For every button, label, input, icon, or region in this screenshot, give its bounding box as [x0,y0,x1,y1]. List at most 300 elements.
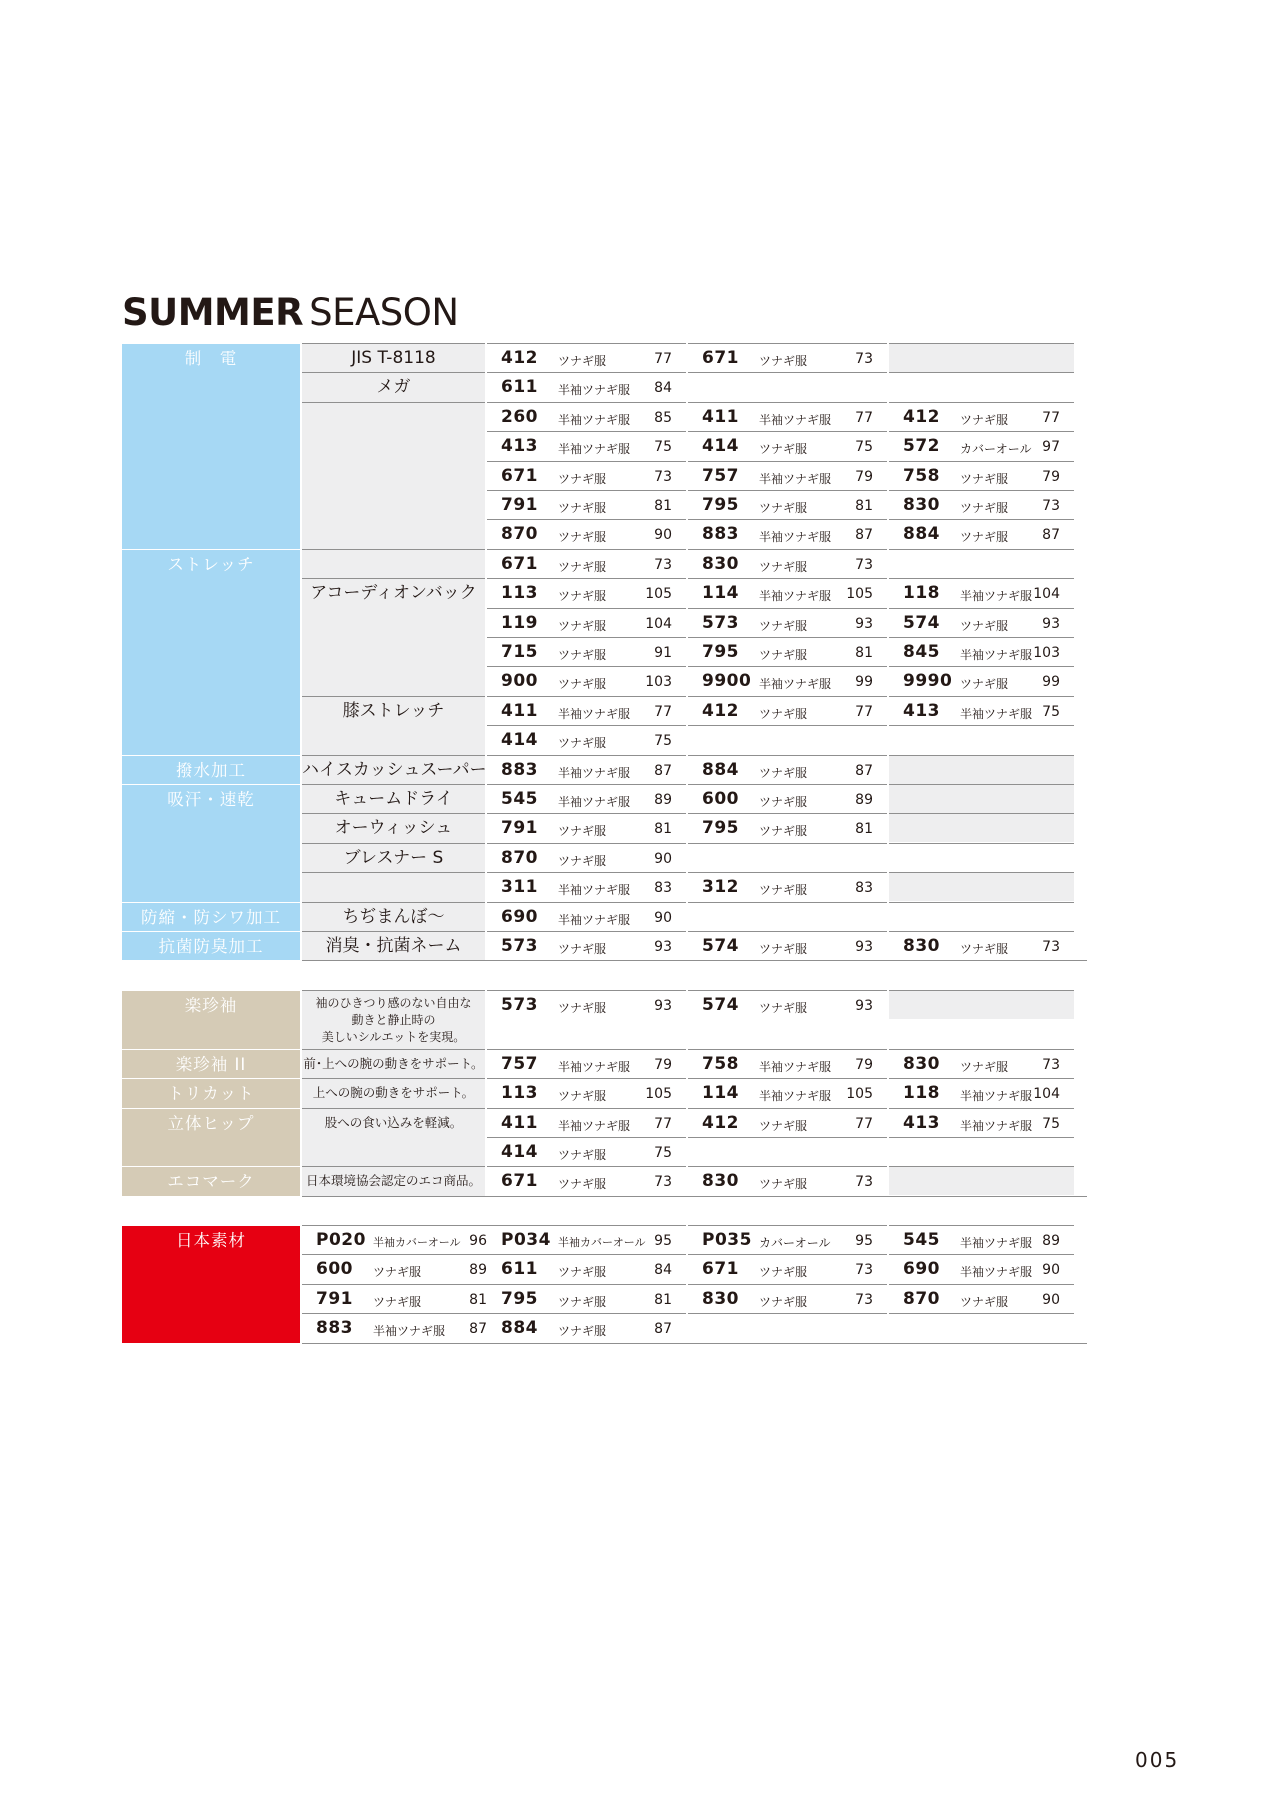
catalog-page: 95 [855,1233,873,1249]
product-number: P035 [702,1230,752,1250]
product-type: ツナギ服 [960,677,1009,692]
product-number: 611 [501,377,538,398]
catalog-page: 85 [654,409,672,426]
product-cell [889,608,1074,637]
product-type: ツナギ服 [759,501,808,515]
product-number: 573 [501,995,538,1015]
product-type: ツナギ服 [373,1294,422,1309]
product-type: 半袖ツナギ服 [373,1324,446,1339]
catalog-page: 81 [469,1291,487,1308]
catalog-page: 75 [654,439,672,456]
catalog-page: 93 [855,998,873,1014]
product-number: 413 [903,1112,940,1133]
product-number: 600 [702,789,739,809]
product-cell [487,813,686,842]
product-cell [688,490,887,519]
catalog-page: 73 [855,556,873,573]
catalog-page: 93 [1042,615,1060,632]
category-label: 日本素材 [122,1225,300,1343]
product-cell [889,696,1074,725]
catalog-page: 77 [654,1115,672,1132]
product-type: 半袖ツナギ服 [759,1059,832,1074]
product-number: 9900 [702,671,752,692]
product-type: ツナギ服 [558,1294,607,1309]
product-type: ツナギ服 [558,648,607,662]
catalog-page: 105 [645,1086,672,1103]
product-type: ツナギ服 [759,765,808,780]
product-cell [889,931,1074,960]
product-cell [487,1137,686,1166]
product-cell [487,872,686,901]
product-number: 413 [903,700,940,721]
product-cell [487,372,686,401]
product-number: 795 [501,1288,538,1309]
empty-cell [889,725,1074,754]
product-cell [487,1078,686,1107]
catalog-page: 81 [654,1291,672,1308]
catalog-page: 90 [654,850,672,867]
product-type: ツナギ服 [759,883,808,898]
product-number: 412 [702,1112,739,1133]
product-type: 半袖ツナギ服 [558,412,631,427]
product-type: 半袖ツナギ服 [759,589,832,604]
product-type: 半袖ツナギ服 [759,530,832,545]
page-number: 005 [1135,1748,1180,1772]
catalog-page: 81 [654,821,672,838]
catalog-page: 75 [855,439,873,456]
product-number: 757 [702,465,739,486]
catalog-page: 104 [1033,586,1060,603]
product-number: 671 [501,465,538,486]
product-type: ツナギ服 [759,1177,808,1192]
catalog-page: 93 [654,998,672,1014]
catalog-page: 87 [855,527,873,544]
product-cell [487,666,686,695]
product-type: 半袖ツナギ服 [960,1236,1033,1250]
product-type: 半袖ツナギ服 [558,1118,631,1133]
product-cell [487,1049,686,1078]
product-cell [688,784,887,813]
product-cell [688,402,887,431]
page-title [122,292,459,334]
product-number: 119 [501,612,538,633]
product-type: ツナギ服 [960,618,1009,633]
empty-cell [889,813,1074,842]
product-number: 118 [903,1083,940,1104]
product-type: ツナギ服 [558,530,607,545]
catalog-page: 89 [469,1262,487,1279]
category-label: エコマーク [122,1166,300,1195]
product-number: 545 [903,1230,940,1250]
catalog-page: 73 [855,1174,873,1191]
feature-label: 日本環境協会認定のエコ商品。 [302,1166,485,1195]
empty-cell [889,549,1074,578]
product-number: 870 [501,524,538,545]
product-type: 半袖カバーオール [373,1236,461,1249]
product-type: 半袖ツナギ服 [558,383,631,398]
empty-cell [889,872,1074,901]
product-number: 791 [501,495,538,515]
product-number: 715 [501,642,538,662]
product-cell [688,872,887,901]
product-type: 半袖ツナギ服 [558,795,631,809]
empty-cell [688,843,887,872]
product-type: ツナギ服 [960,530,1009,545]
category-label: 撥水加工 [122,755,300,784]
catalog-page: 77 [654,703,672,720]
product-number: 671 [702,348,739,368]
product-number: 900 [501,671,538,692]
product-type: 半袖ツナギ服 [960,1118,1033,1133]
product-cell [487,990,686,1019]
catalog-page: 87 [1042,527,1060,544]
product-type: 半袖ツナギ服 [759,412,832,427]
product-number: 113 [501,1083,538,1104]
category-label: 吸汗・速乾 [122,784,300,902]
product-cell [487,1313,686,1342]
catalog-page: 90 [1042,1262,1060,1279]
product-type: ツナギ服 [558,471,607,486]
catalog-page: 73 [855,1262,873,1279]
product-cell [688,549,887,578]
product-type: ツナギ服 [759,1001,808,1015]
section-bottom-rule [302,1343,1087,1344]
product-type: ツナギ服 [558,853,607,868]
section-s3 [122,1225,1102,1345]
product-cell [889,1078,1074,1107]
product-type: 半袖ツナギ服 [558,442,631,457]
product-number: 413 [501,436,538,457]
product-number: 600 [316,1259,353,1280]
catalog-page: 87 [654,762,672,779]
product-cell [487,490,686,519]
product-number: 312 [702,877,739,898]
product-cell [688,461,887,490]
product-type: 半袖ツナギ服 [558,912,631,927]
product-cell [487,784,686,813]
product-cell [487,1166,686,1195]
category-label: 制 電 [122,343,300,549]
product-cell [302,1284,501,1313]
catalog-page: 90 [654,909,672,926]
product-cell [688,608,887,637]
catalog-page: 73 [855,351,873,367]
product-type: 半袖ツナギ服 [558,1059,631,1074]
product-type: ツナギ服 [558,824,607,839]
product-cell [487,902,686,931]
product-cell [688,578,887,607]
product-number: 758 [903,465,940,486]
product-number: 830 [702,553,739,574]
product-type: ツナギ服 [558,618,607,633]
product-number: 311 [501,877,538,898]
catalog-page: 73 [1042,939,1060,955]
product-type: ツナギ服 [759,618,808,633]
product-number: 884 [702,759,739,780]
product-cell [487,931,686,960]
product-cell [889,519,1074,548]
empty-cell [889,755,1074,784]
product-type: ツナギ服 [558,1148,607,1162]
product-number: 573 [702,612,739,633]
product-cell [688,1254,887,1283]
product-number: 611 [501,1259,538,1280]
product-number: 118 [903,583,940,604]
product-type: ツナギ服 [558,942,607,956]
title-bold: SUMMER [122,291,304,334]
product-cell [889,1254,1074,1283]
product-type: ツナギ服 [558,1324,607,1339]
product-number: 884 [501,1318,538,1339]
product-number: 545 [501,789,538,809]
product-cell [487,461,686,490]
product-type: ツナギ服 [558,1001,607,1015]
product-cell [688,637,887,666]
product-number: 574 [903,612,940,633]
product-cell [487,343,686,372]
product-type: ツナギ服 [960,942,1009,956]
product-type: ツナギ服 [373,1265,422,1280]
category-label: トリカット [122,1078,300,1107]
product-number: 830 [903,936,940,956]
product-cell [688,1166,887,1195]
product-cell [302,1313,501,1342]
empty-cell [889,843,1074,872]
product-number: 757 [501,1053,538,1074]
product-cell [688,1225,887,1254]
product-type: ツナギ服 [759,795,808,809]
product-type: ツナギ服 [960,471,1009,486]
catalog-page: 73 [654,468,672,485]
catalog-page: 105 [846,586,873,603]
catalog-page: 104 [1033,1086,1060,1103]
catalog-page: 84 [654,380,672,397]
empty-cell [889,990,1074,1019]
feature-label: オーウィッシュ [302,813,485,842]
feature-label: アコーディオンバック [302,578,485,696]
product-cell [688,696,887,725]
catalog-page: 91 [654,645,672,661]
product-cell [487,843,686,872]
feature-label: 股への食い込みを軽減。 [302,1108,485,1167]
product-type: 半袖ツナギ服 [960,1089,1033,1104]
product-cell [487,1108,686,1137]
catalog-page: 97 [1042,439,1060,456]
product-type: ツナギ服 [960,1294,1009,1309]
product-number: 414 [501,730,538,751]
catalog-page: 81 [855,498,873,514]
product-number: 795 [702,818,739,839]
product-number: P020 [316,1230,366,1250]
product-number: 113 [501,583,538,604]
product-number: 883 [702,524,739,545]
product-cell [487,1284,686,1313]
catalog-page: 95 [654,1233,672,1249]
catalog-page: 87 [469,1321,487,1338]
catalog-page: 87 [654,1321,672,1338]
product-number: 411 [702,406,739,427]
product-type: ツナギ服 [960,501,1009,515]
title-light: SEASON [309,291,459,334]
product-number: 414 [501,1142,538,1162]
catalog-page: 89 [855,792,873,808]
product-type: 半袖ツナギ服 [759,1089,832,1104]
product-cell [487,725,686,754]
catalog-page: 90 [654,527,672,544]
product-cell [487,637,686,666]
empty-cell [889,372,1074,401]
catalog-page: 99 [1042,674,1060,691]
empty-cell [688,1313,887,1342]
product-cell [688,1284,887,1313]
catalog-page: 75 [654,1145,672,1161]
feature-label: 上への腕の動きをサポート。 [302,1078,485,1107]
category-label: 楽珍袖 [122,990,300,1049]
empty-cell [688,725,887,754]
product-cell [688,666,887,695]
product-number: 671 [501,553,538,574]
catalog-page: 77 [855,1115,873,1132]
product-type: ツナギ服 [759,559,808,574]
product-type: ツナギ服 [759,1265,808,1280]
product-cell [889,402,1074,431]
product-number: 690 [903,1259,940,1280]
product-type: 半袖カバーオール [558,1236,646,1249]
feature-label: 前･上への腕の動きをサポート。 [302,1049,485,1078]
section-bottom-rule [302,1196,1087,1197]
product-cell [487,402,686,431]
product-type: 半袖ツナギ服 [960,589,1033,604]
product-number: 830 [702,1288,739,1309]
product-number: 845 [903,642,940,662]
product-cell [889,461,1074,490]
category-label: 防縮・防シワ加工 [122,902,300,931]
catalog-page: 79 [855,1056,873,1073]
product-number: 791 [501,818,538,839]
product-type: 半袖ツナギ服 [960,648,1033,662]
product-number: 671 [702,1259,739,1280]
product-number: 830 [903,1053,940,1074]
section-s1 [122,343,1102,962]
product-cell [889,1284,1074,1313]
product-type: ツナギ服 [558,589,607,604]
catalog-page: 83 [654,880,672,897]
catalog-page: 77 [654,351,672,367]
catalog-page: 75 [1042,1115,1060,1132]
catalog-page: 73 [1042,498,1060,514]
empty-cell [889,1166,1074,1195]
product-type: ツナギ服 [960,412,1009,427]
product-number: 795 [702,495,739,515]
product-type: カバーオール [960,442,1032,457]
product-cell [487,755,686,784]
product-number: 260 [501,406,538,427]
catalog-page: 105 [846,1086,873,1103]
product-type: ツナギ服 [759,1294,808,1309]
feature-label: メガ [302,372,485,401]
product-number: 883 [501,759,538,780]
product-type: 半袖ツナギ服 [759,677,832,692]
product-type: ツナギ服 [759,1118,808,1133]
catalog-page: 73 [1042,1056,1060,1073]
product-type: 半袖ツナギ服 [558,765,631,780]
product-cell [688,931,887,960]
category-label: 抗菌防臭加工 [122,931,300,960]
product-cell [688,1078,887,1107]
product-type: ツナギ服 [558,1265,607,1280]
product-number: 412 [903,406,940,427]
catalog-page: 93 [855,615,873,632]
empty-cell [889,784,1074,813]
product-number: 671 [501,1171,538,1192]
product-number: 412 [501,348,538,368]
product-number: 114 [702,1083,739,1104]
feature-label: 消臭・抗菌ネーム [302,931,485,960]
product-type: ツナギ服 [759,942,808,956]
catalog-page: 79 [1042,468,1060,485]
catalog-page: 81 [654,498,672,514]
product-number: 114 [702,583,739,604]
feature-label: ブレスナー S [302,843,485,872]
section-s2 [122,990,1102,1198]
product-type: ツナギ服 [759,824,808,839]
catalog-page: 93 [855,939,873,955]
product-type: ツナギ服 [759,354,808,368]
empty-cell [688,1137,887,1166]
product-cell [889,431,1074,460]
product-cell [889,578,1074,607]
product-number: 574 [702,995,739,1015]
product-cell [487,1225,686,1254]
product-number: 870 [903,1288,940,1309]
product-number: 690 [501,906,538,927]
product-number: 9990 [903,671,953,692]
product-number: 830 [702,1171,739,1192]
product-cell [688,1049,887,1078]
catalog-page: 96 [469,1233,487,1249]
category-label: ストレッチ [122,549,300,755]
catalog-page: 89 [654,792,672,808]
catalog-page: 83 [855,880,873,897]
product-cell [487,578,686,607]
product-number: 883 [316,1318,353,1339]
product-cell [688,519,887,548]
product-number: 412 [702,700,739,721]
product-type: 半袖ツナギ服 [558,706,631,721]
product-cell [688,755,887,784]
product-number: 830 [903,495,940,515]
feature-label [302,402,485,549]
catalog-page: 84 [654,1262,672,1279]
product-type: ツナギ服 [558,1177,607,1192]
product-type: ツナギ服 [558,1089,607,1104]
catalog-page: 75 [1042,703,1060,720]
empty-cell [889,343,1074,372]
product-type: ツナギ服 [558,736,607,751]
product-number: 574 [702,936,739,956]
catalog-page: 103 [645,674,672,691]
product-cell [487,1254,686,1283]
product-number: 411 [501,700,538,721]
product-cell [487,608,686,637]
product-cell [688,343,887,372]
product-number: 795 [702,642,739,662]
product-cell [688,431,887,460]
product-cell [889,1108,1074,1137]
product-type: 半袖ツナギ服 [960,1265,1033,1280]
feature-label: キュームドライ [302,784,485,813]
empty-cell [889,902,1074,931]
